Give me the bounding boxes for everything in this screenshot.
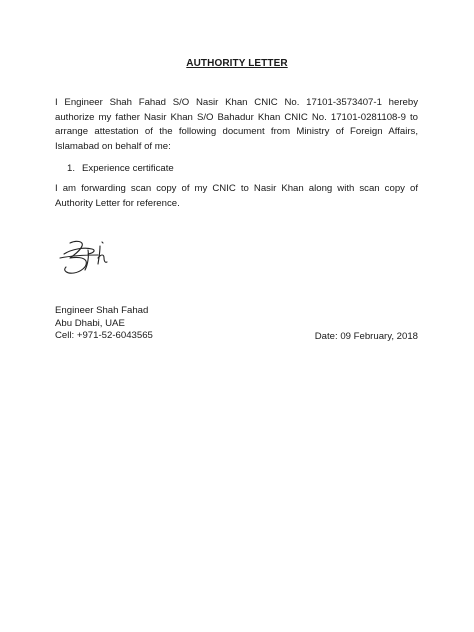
list-item-text: Experience certificate [82, 163, 174, 174]
list-item [67, 162, 174, 176]
signature-image [58, 234, 128, 284]
letter-title: AUTHORITY LETTER [186, 58, 288, 69]
list-item-number: 1. [67, 163, 76, 174]
sender-cell: Cell: +971-52-6043565 [55, 330, 153, 342]
date-value: 09 February, 2018 [340, 331, 418, 342]
forwarding-paragraph: I am forwarding scan copy of my CNIC to Nasir Khan along with scan copy of Authority Letter for reference. [55, 183, 418, 209]
document-list [67, 162, 174, 176]
sender-name: Engineer Shah Fahad [55, 305, 149, 316]
date-label: Date: [314, 331, 338, 342]
letter-date [315, 331, 418, 344]
authorization-paragraph: I Engineer Shah Fahad S/O Nasir Khan CNIC No. 17101-3573407-1 hereby authorize my father Nasir Khan S/O Bahadur Khan CNIC No. 17101-0281108-9 to arrange attestation of the following document from Ministry of Foreign Affairs, Islamabad on behalf of me: [55, 97, 418, 152]
sender-location: Abu Dhabi, UAE [55, 317, 125, 329]
sender-block [55, 305, 153, 343]
